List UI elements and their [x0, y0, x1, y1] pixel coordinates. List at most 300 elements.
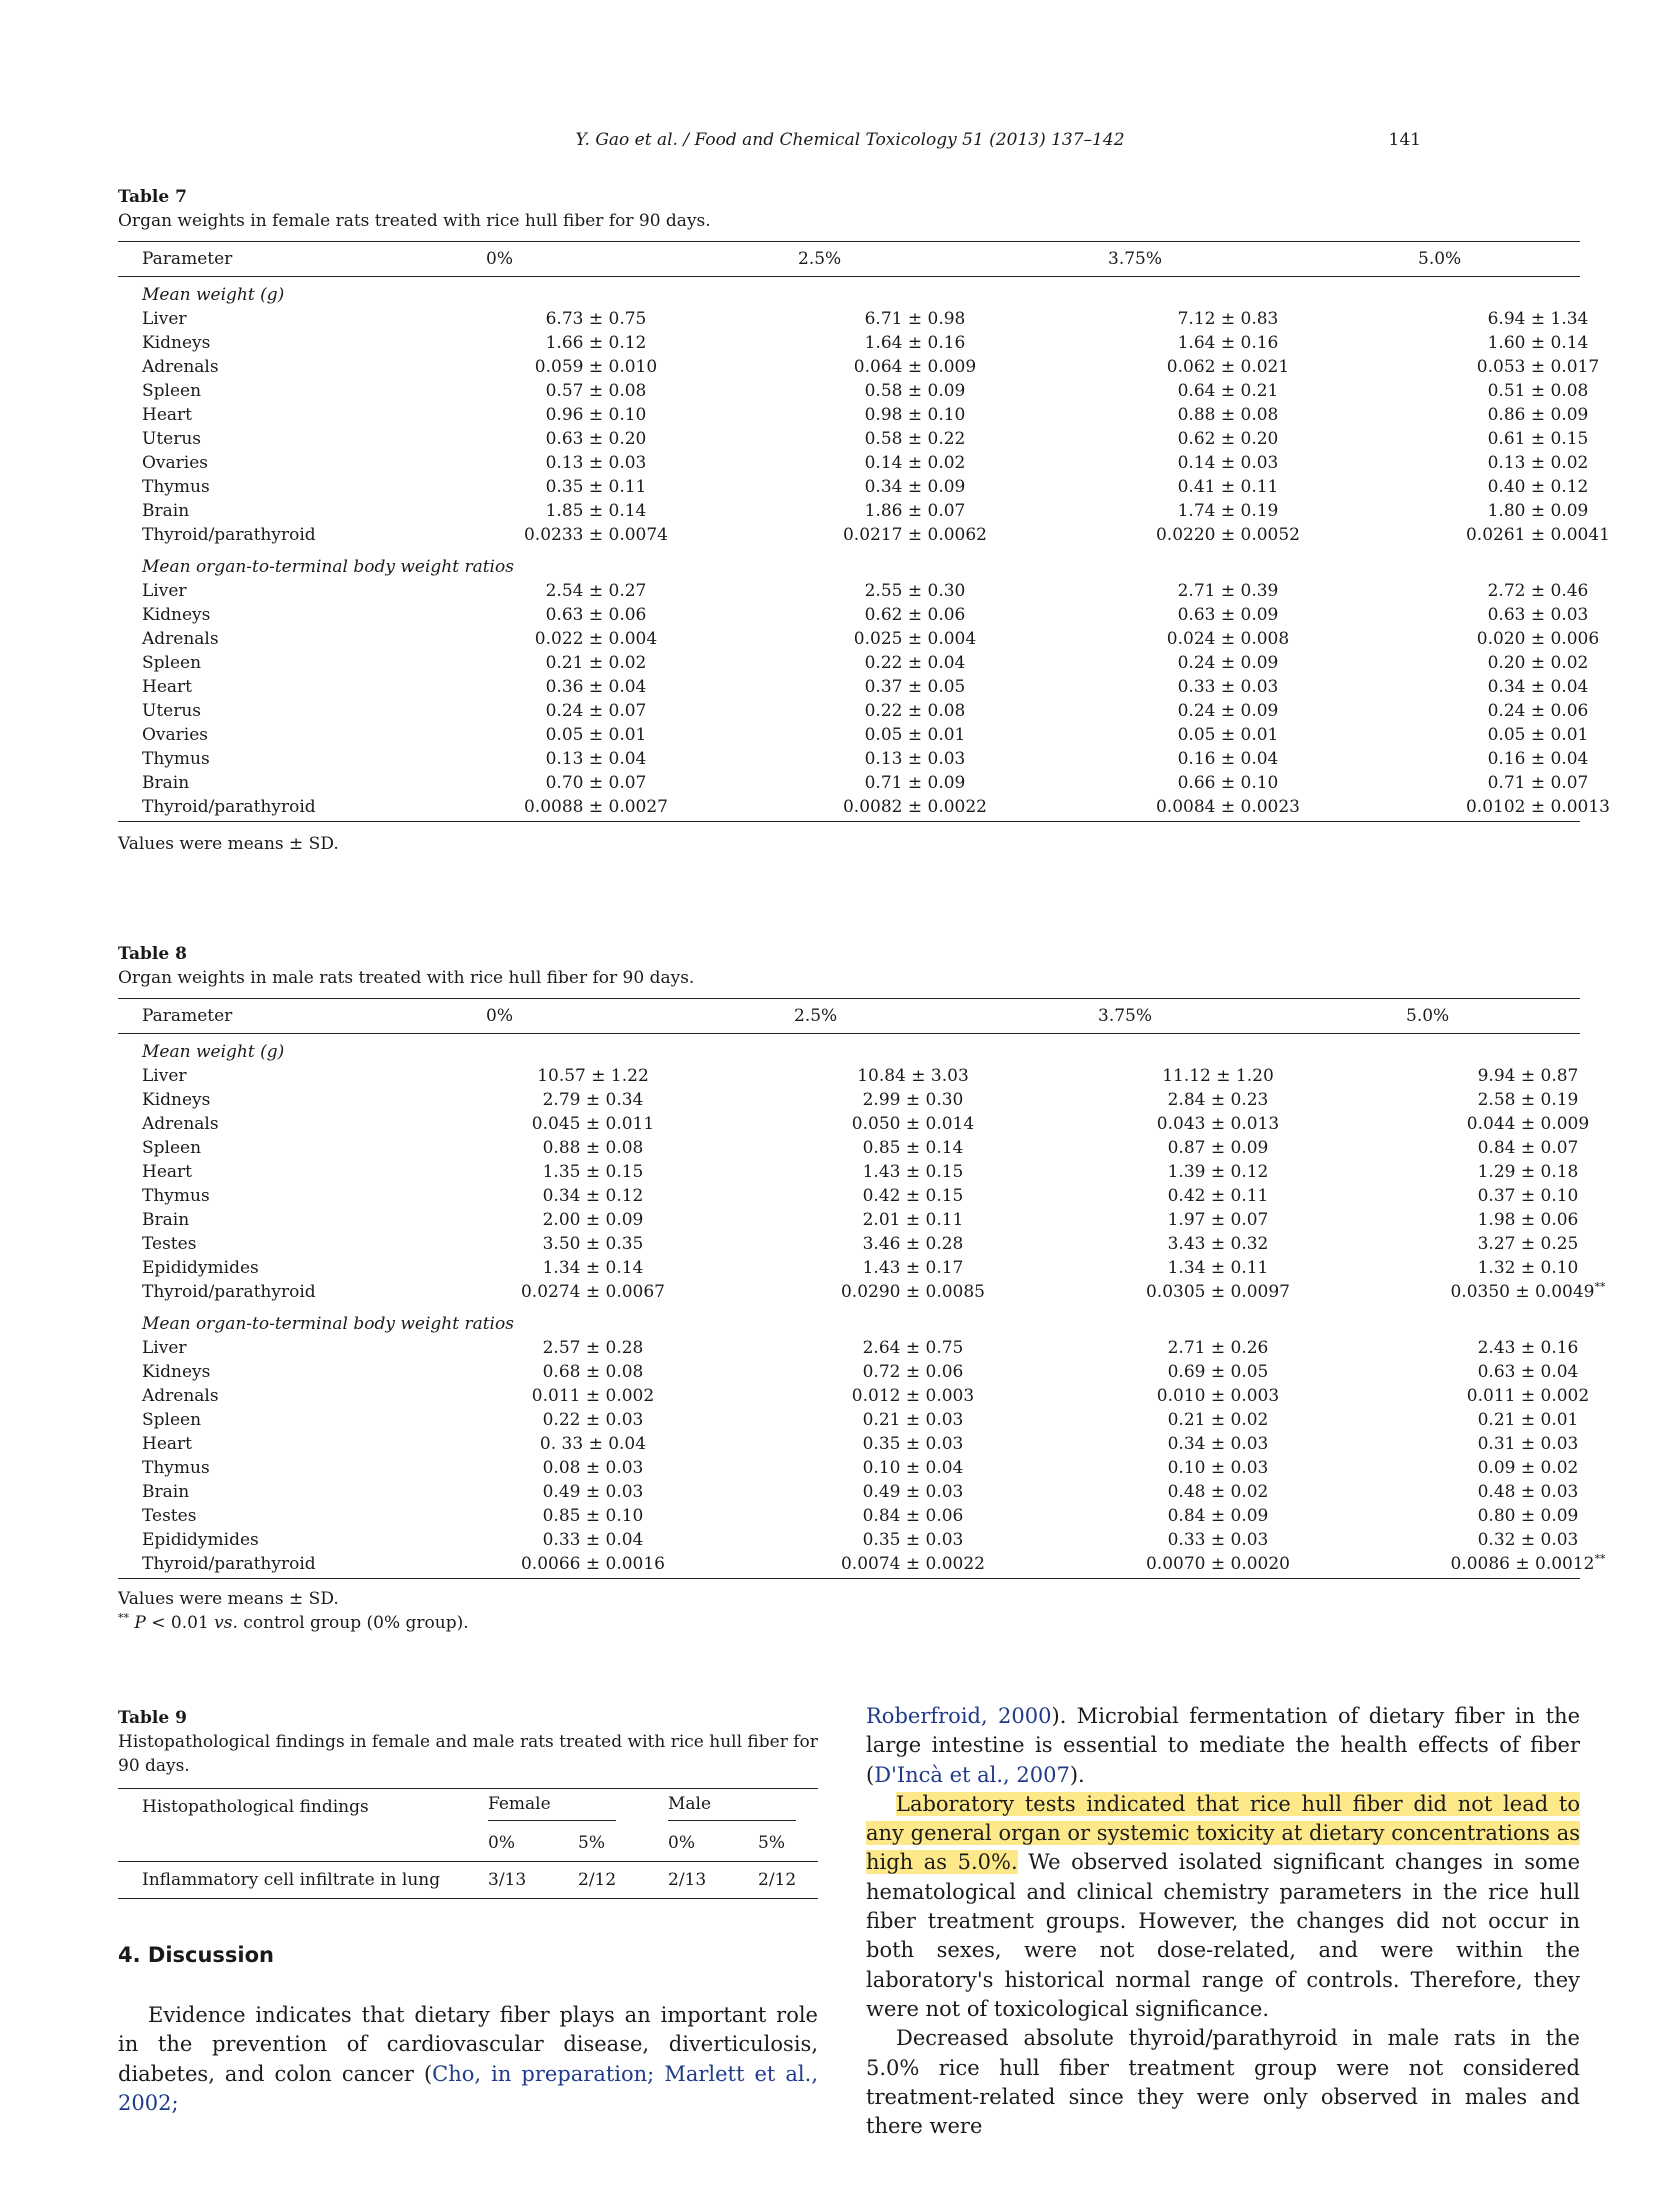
table-cell: 0.05 ± 0.01 [1487, 725, 1589, 745]
row-label: Epididymides [142, 1258, 259, 1278]
table-cell: 6.73 ± 0.75 [545, 309, 647, 329]
table-cell: 0.71 ± 0.09 [864, 773, 966, 793]
row-label: Spleen [142, 381, 202, 401]
table-row [118, 723, 1589, 747]
column-header: 0% [486, 1006, 513, 1026]
table-cell: 0.020 ± 0.006 [1476, 629, 1600, 649]
table-cell: 0.64 ± 0.21 [1177, 381, 1279, 401]
table-cell: 1.29 ± 0.18 [1477, 1162, 1579, 1182]
table-cell: 0.66 ± 0.10 [1177, 773, 1279, 793]
table-cell: 0.14 ± 0.02 [864, 453, 966, 473]
table-cell: 0.0088 ± 0.0027 [523, 797, 669, 817]
table-cell: 0.36 ± 0.04 [545, 677, 647, 697]
citation-link[interactable]: Roberfroid, 2000 [866, 1704, 1052, 1728]
table-row [118, 651, 1589, 675]
significance-marker: ** [118, 1611, 129, 1625]
table-cell: 0.012 ± 0.003 [851, 1386, 975, 1406]
body-text: Decreased absolute thyroid/parathyroid in male rats in the 5.0% rice hull fiber treatment group were not considered treatment-related since they were only observed in males and there were [866, 2026, 1580, 2139]
row-label: Heart [142, 677, 192, 697]
table-cell: 2.71 ± 0.39 [1177, 581, 1279, 601]
table-cell: 11.12 ± 1.20 [1162, 1066, 1274, 1086]
column-header: Parameter [142, 1006, 233, 1026]
table-cell: 0.33 ± 0.04 [542, 1530, 644, 1550]
table-cell: 6.71 ± 0.98 [864, 309, 966, 329]
table-row [118, 1184, 1580, 1208]
footnote-text: < 0.01 [145, 1613, 215, 1633]
table-cell: 0.57 ± 0.08 [545, 381, 647, 401]
body-text: ). [1069, 1762, 1085, 1787]
table-row [118, 331, 1589, 355]
body-text: Evidence indicates that dietary fiber plays an important role in the prevention of cardiovascular disease, diverticulosis, diabetes, and colon cancer ( [118, 2003, 818, 2086]
table-cell: 0.40 ± 0.12 [1487, 477, 1589, 497]
female-label: Female [488, 1793, 551, 1814]
row-label: Ovaries [142, 453, 209, 473]
table-cell: 6.94 ± 1.34 [1487, 309, 1589, 329]
table-cell: 0.0084 ± 0.0023 [1155, 797, 1301, 817]
table-cell: 0.13 ± 0.04 [545, 749, 647, 769]
table-cell: 0.33 ± 0.03 [1177, 677, 1279, 697]
table-cell: 0.68 ± 0.08 [542, 1362, 644, 1382]
table-cell: 3/13 [488, 1870, 527, 1890]
table-cell: 0.062 ± 0.021 [1166, 357, 1290, 377]
table-cell: 0.024 ± 0.008 [1166, 629, 1290, 649]
table-cell: 0.80 ± 0.09 [1477, 1506, 1579, 1526]
table-cell: 0.72 ± 0.06 [862, 1362, 964, 1382]
column-header: 2.5% [798, 249, 842, 269]
paragraph [866, 1702, 1580, 1790]
table-cell: 1.64 ± 0.16 [1177, 333, 1279, 353]
table-title: Table 9 [118, 1708, 187, 1728]
table-cell: 0.0350 ± 0.0049** [1450, 1280, 1606, 1302]
table-cell: 0.08 ± 0.03 [542, 1458, 644, 1478]
table-cell: 0.24 ± 0.09 [1177, 653, 1279, 673]
table-cell: 0.22 ± 0.04 [864, 653, 966, 673]
row-label: Thyroid/parathyroid [142, 1554, 316, 1574]
p-symbol: P [134, 1613, 146, 1633]
body-text: ). Microbial fermentation of dietary fiber in the large intestine is essential to mediate the health effects of fiber ( [866, 1704, 1580, 1787]
table-row [118, 1136, 1580, 1160]
table-cell: 0.050 ± 0.014 [851, 1114, 975, 1134]
row-label: Brain [142, 1482, 190, 1502]
table-cell: 0.0290 ± 0.0085 [840, 1282, 986, 1302]
row-label: Uterus [142, 429, 202, 449]
table-caption: Histopathological findings in female and male rats treated with rice hull fiber for 90 days. [118, 1732, 818, 1776]
table-cell: 2/13 [668, 1870, 707, 1890]
row-label: Testes [142, 1234, 197, 1254]
body-text: We observed isolated significant changes in some hematological and clinical chemistry parameters in the rice hull fiber treatment groups. However, the changes did not occur in both sexes, were not dose-related, and were within the laboratory's historical normal range of controls. Therefore, they were not of toxicological significance. [866, 1850, 1580, 2021]
table-footnote: Values were means ± SD. [118, 834, 339, 854]
finding-label: Inflammatory cell infiltrate in lung [142, 1870, 441, 1890]
table-cell: 0.053 ± 0.017 [1476, 357, 1600, 377]
table-cell: 2.84 ± 0.23 [1167, 1090, 1269, 1110]
dose-header: 5% [578, 1833, 605, 1853]
table-cell: 0.96 ± 0.10 [545, 405, 647, 425]
right-column-text [866, 1702, 1580, 2141]
table-row [118, 1456, 1580, 1480]
section-label: Mean weight (g) [142, 285, 285, 305]
table-cell: 0.69 ± 0.05 [1167, 1362, 1269, 1382]
table-cell: 0.88 ± 0.08 [542, 1138, 644, 1158]
table-row [118, 1504, 1580, 1528]
row-label: Thymus [142, 477, 210, 497]
table-cell: 0.86 ± 0.09 [1487, 405, 1589, 425]
table-header-row [118, 998, 1580, 1034]
page-number: 141 [1388, 130, 1421, 150]
table-row [118, 603, 1589, 627]
table-cell: 2.71 ± 0.26 [1167, 1338, 1269, 1358]
table-caption: Organ weights in female rats treated with rice hull fiber for 90 days. [118, 211, 711, 231]
table-row [118, 499, 1589, 523]
table-cell: 1.85 ± 0.14 [545, 501, 647, 521]
table-row [118, 699, 1589, 723]
table-row [118, 451, 1589, 475]
table-cell: 1.97 ± 0.07 [1167, 1210, 1269, 1230]
table-row [118, 1408, 1580, 1432]
table-row [118, 355, 1600, 379]
row-label: Kidneys [142, 333, 211, 353]
table-cell: 2.72 ± 0.46 [1487, 581, 1589, 601]
table-cell: 2/12 [758, 1870, 797, 1890]
row-label: Ovaries [142, 725, 209, 745]
table-row [118, 1360, 1580, 1384]
table-cell: 0.42 ± 0.15 [862, 1186, 964, 1206]
table-row [118, 1552, 1606, 1576]
table-cell: 2.55 ± 0.30 [864, 581, 966, 601]
row-label: Adrenals [142, 1386, 219, 1406]
table-cell: 0.33 ± 0.03 [1167, 1530, 1269, 1550]
table-row [118, 1432, 1580, 1456]
table-row [118, 1112, 1590, 1136]
table-cell: 0.0086 ± 0.0012** [1450, 1552, 1606, 1574]
table-cell: 0.0261 ± 0.0041 [1465, 525, 1611, 545]
table-cell: 0.0220 ± 0.0052 [1155, 525, 1301, 545]
table-cell: 0.043 ± 0.013 [1156, 1114, 1280, 1134]
table-cell: 0.10 ± 0.03 [1167, 1458, 1269, 1478]
table-cell: 3.43 ± 0.32 [1167, 1234, 1269, 1254]
table-row [118, 1862, 818, 1899]
table-cell: 0.58 ± 0.22 [864, 429, 966, 449]
footnote-text: control group (0% group). [237, 1613, 469, 1633]
row-label: Liver [142, 1338, 187, 1358]
table-cell: 0. 33 ± 0.04 [539, 1434, 647, 1454]
table-cell: 0.84 ± 0.09 [1167, 1506, 1269, 1526]
table-cell: 1.66 ± 0.12 [545, 333, 647, 353]
table-cell: 0.05 ± 0.01 [1177, 725, 1279, 745]
table-cell: 2.79 ± 0.34 [542, 1090, 644, 1110]
column-header: Histopathological findings [142, 1797, 369, 1817]
dose-header: 0% [488, 1833, 515, 1853]
table-cell: 2.57 ± 0.28 [542, 1338, 644, 1358]
table-cell: 0.064 ± 0.009 [853, 357, 977, 377]
table-cell: 2.64 ± 0.75 [862, 1338, 964, 1358]
table-cell: 0.87 ± 0.09 [1167, 1138, 1269, 1158]
table-cell: 0.63 ± 0.04 [1477, 1362, 1579, 1382]
dose-header: 5% [758, 1833, 785, 1853]
table-cell: 3.46 ± 0.28 [862, 1234, 964, 1254]
table-cell: 0.98 ± 0.10 [864, 405, 966, 425]
table-cell: 0.010 ± 0.003 [1156, 1386, 1280, 1406]
table-row [118, 1256, 1580, 1280]
row-label: Liver [142, 1066, 187, 1086]
table-cell: 1.64 ± 0.16 [864, 333, 966, 353]
section-label: Mean organ-to-terminal body weight ratios [142, 1314, 514, 1334]
row-label: Testes [142, 1506, 197, 1526]
table-cell: 3.50 ± 0.35 [542, 1234, 644, 1254]
row-label: Heart [142, 1434, 192, 1454]
table-footnote-significance [118, 1611, 1580, 1635]
table-cell: 0.011 ± 0.002 [531, 1386, 655, 1406]
table-7 [118, 185, 1611, 856]
table-cell: 2.58 ± 0.19 [1477, 1090, 1579, 1110]
row-label: Heart [142, 405, 192, 425]
table-row [118, 1208, 1580, 1232]
table-cell: 0.0074 ± 0.0022 [840, 1554, 986, 1574]
table-title: Table 7 [118, 187, 187, 207]
table-cell: 0.05 ± 0.01 [545, 725, 647, 745]
table-row [118, 1064, 1580, 1088]
table-cell: 0.41 ± 0.11 [1177, 477, 1279, 497]
row-label: Kidneys [142, 1090, 211, 1110]
table-row [118, 379, 1589, 403]
column-header: 5.0% [1418, 249, 1462, 269]
table-cell: 0.09 ± 0.02 [1477, 1458, 1579, 1478]
table-cell: 0.0305 ± 0.0097 [1145, 1282, 1291, 1302]
table-cell: 0.48 ± 0.03 [1477, 1482, 1579, 1502]
row-label: Brain [142, 501, 190, 521]
table-cell: 0.70 ± 0.07 [545, 773, 647, 793]
significance-marker: ** [1594, 1280, 1606, 1294]
column-header: 5.0% [1406, 1006, 1450, 1026]
table-cell: 10.84 ± 3.03 [857, 1066, 969, 1086]
table-cell: 2/12 [578, 1870, 617, 1890]
citation-link[interactable]: D'Incà et al., 2007 [874, 1762, 1070, 1787]
table-cell: 2.99 ± 0.30 [862, 1090, 964, 1110]
table-cell: 0.51 ± 0.08 [1487, 381, 1589, 401]
table-cell: 1.98 ± 0.06 [1477, 1210, 1579, 1230]
table-cell: 1.34 ± 0.11 [1167, 1258, 1269, 1278]
table-cell: 0.0233 ± 0.0074 [523, 525, 669, 545]
table-cell: 0.24 ± 0.06 [1487, 701, 1589, 721]
dose-header: 0% [668, 1833, 695, 1853]
table-cell: 0.48 ± 0.02 [1167, 1482, 1269, 1502]
row-label: Thyroid/parathyroid [142, 1282, 316, 1302]
table-cell: 0.61 ± 0.15 [1487, 429, 1589, 449]
table-cell: 0.85 ± 0.10 [542, 1506, 644, 1526]
table-cell: 0.21 ± 0.02 [545, 653, 647, 673]
table-cell: 0.14 ± 0.03 [1177, 453, 1279, 473]
highlighted-text: Laboratory tests indicated that rice hull fiber did not lead to any general organ or systemic toxicity at dietary concentrations as high as 5.0%. [866, 1791, 1580, 1875]
table-cell: 1.32 ± 0.10 [1477, 1258, 1579, 1278]
table-row [118, 1384, 1590, 1408]
table-cell: 0.63 ± 0.20 [545, 429, 647, 449]
table-cell: 0.13 ± 0.03 [545, 453, 647, 473]
table-cell: 0.21 ± 0.03 [862, 1410, 964, 1430]
table-row [118, 1528, 1580, 1552]
row-label: Spleen [142, 653, 202, 673]
table-cell: 0.0217 ± 0.0062 [842, 525, 988, 545]
column-header: Parameter [142, 249, 233, 269]
table-cell: 0.35 ± 0.03 [862, 1434, 964, 1454]
table-cell: 0.05 ± 0.01 [864, 725, 966, 745]
table-cell: 2.00 ± 0.09 [542, 1210, 644, 1230]
row-label: Thyroid/parathyroid [142, 525, 316, 545]
table-cell: 0.10 ± 0.04 [862, 1458, 964, 1478]
table-row [118, 747, 1589, 771]
table-cell: 0.13 ± 0.02 [1487, 453, 1589, 473]
table-cell: 7.12 ± 0.83 [1177, 309, 1279, 329]
table-row [118, 579, 1589, 603]
table-row [118, 1088, 1580, 1112]
table-cell: 0.32 ± 0.03 [1477, 1530, 1579, 1550]
table-cell: 0.34 ± 0.04 [1487, 677, 1589, 697]
row-label: Thyroid/parathyroid [142, 797, 316, 817]
table-cell: 0.34 ± 0.03 [1167, 1434, 1269, 1454]
table-footnote: Values were means ± SD. [118, 1589, 339, 1609]
table-cell: 0.84 ± 0.06 [862, 1506, 964, 1526]
table-cell: 0.63 ± 0.06 [545, 605, 647, 625]
section-heading: 4. Discussion [118, 1943, 275, 1967]
table-cell: 0.13 ± 0.03 [864, 749, 966, 769]
table-cell: 0.85 ± 0.14 [862, 1138, 964, 1158]
table-cell: 2.54 ± 0.27 [545, 581, 647, 601]
table-cell: 0.011 ± 0.002 [1466, 1386, 1590, 1406]
section-label: Mean weight (g) [142, 1042, 285, 1062]
table-cell: 0.0070 ± 0.0020 [1145, 1554, 1291, 1574]
table-row [118, 795, 1611, 819]
table-cell: 0.35 ± 0.11 [545, 477, 647, 497]
row-label: Thymus [142, 1186, 210, 1206]
table-cell: 1.86 ± 0.07 [864, 501, 966, 521]
significance-marker: ** [1594, 1552, 1606, 1566]
table-cell: 10.57 ± 1.22 [537, 1066, 649, 1086]
table-cell: 0.24 ± 0.09 [1177, 701, 1279, 721]
table-row [118, 1160, 1580, 1184]
table-cell: 0.0274 ± 0.0067 [520, 1282, 666, 1302]
table-row [118, 475, 1589, 499]
table-cell: 0.21 ± 0.01 [1477, 1410, 1579, 1430]
table-cell: 1.39 ± 0.12 [1167, 1162, 1269, 1182]
table-9-grid [118, 1788, 818, 1899]
table-caption: Organ weights in male rats treated with rice hull fiber for 90 days. [118, 968, 695, 988]
table-row [118, 1336, 1580, 1360]
table-cell: 0.63 ± 0.03 [1487, 605, 1589, 625]
table-cell: 0.31 ± 0.03 [1477, 1434, 1579, 1454]
table-cell: 1.34 ± 0.14 [542, 1258, 644, 1278]
table-cell: 0.025 ± 0.004 [853, 629, 977, 649]
column-header-male [668, 1789, 818, 1826]
table-cell: 0.0082 ± 0.0022 [842, 797, 988, 817]
table-cell: 0.24 ± 0.07 [545, 701, 647, 721]
table-cell: 0.49 ± 0.03 [542, 1482, 644, 1502]
row-label: Liver [142, 309, 187, 329]
row-label: Epididymides [142, 1530, 259, 1550]
table-cell: 0.49 ± 0.03 [862, 1482, 964, 1502]
column-header: 2.5% [794, 1006, 838, 1026]
row-label: Brain [142, 1210, 190, 1230]
table-cell: 0.34 ± 0.12 [542, 1186, 644, 1206]
table-title: Table 8 [118, 944, 187, 964]
row-label: Heart [142, 1162, 192, 1182]
running-head [0, 130, 1653, 154]
row-label: Kidneys [142, 1362, 211, 1382]
table-8 [118, 942, 1606, 1635]
table-cell: 0.0066 ± 0.0016 [520, 1554, 666, 1574]
table-row [118, 307, 1589, 331]
row-label: Thymus [142, 749, 210, 769]
table-cell: 2.01 ± 0.11 [862, 1210, 964, 1230]
table-cell: 0.22 ± 0.08 [864, 701, 966, 721]
table-cell: 0.88 ± 0.08 [1177, 405, 1279, 425]
table-cell: 1.35 ± 0.15 [542, 1162, 644, 1182]
column-header: 3.75% [1108, 249, 1163, 269]
table-cell: 0.16 ± 0.04 [1177, 749, 1279, 769]
table-cell: 0.34 ± 0.09 [864, 477, 966, 497]
table-row [118, 523, 1611, 547]
paragraph [866, 2024, 1580, 2141]
table-9 [118, 1706, 818, 2118]
table-cell: 2.43 ± 0.16 [1477, 1338, 1579, 1358]
table-cell: 1.60 ± 0.14 [1487, 333, 1589, 353]
table-cell: 0.35 ± 0.03 [862, 1530, 964, 1550]
row-label: Adrenals [142, 629, 219, 649]
table-cell: 1.43 ± 0.15 [862, 1162, 964, 1182]
table-cell: 0.16 ± 0.04 [1487, 749, 1589, 769]
row-label: Thymus [142, 1458, 210, 1478]
row-label: Brain [142, 773, 190, 793]
table-cell: 0.044 ± 0.009 [1466, 1114, 1590, 1134]
journal-citation: Y. Gao et al. / Food and Chemical Toxicology 51 (2013) 137–142 [575, 130, 1125, 150]
table-cell: 0.42 ± 0.11 [1167, 1186, 1269, 1206]
row-label: Liver [142, 581, 187, 601]
table-row [118, 1280, 1606, 1304]
table-row [118, 427, 1589, 451]
table-cell: 9.94 ± 0.87 [1477, 1066, 1579, 1086]
table-row [118, 771, 1589, 795]
table-cell: 0.37 ± 0.10 [1477, 1186, 1579, 1206]
table-cell: 1.74 ± 0.19 [1177, 501, 1279, 521]
table-row [118, 403, 1589, 427]
column-header: 0% [486, 249, 513, 269]
table-cell: 0.022 ± 0.004 [534, 629, 658, 649]
table-cell: 1.43 ± 0.17 [862, 1258, 964, 1278]
column-header-female [488, 1789, 668, 1826]
table-cell: 0.62 ± 0.06 [864, 605, 966, 625]
table-row [118, 675, 1589, 699]
section-label: Mean organ-to-terminal body weight ratios [142, 557, 514, 577]
table-cell: 0.63 ± 0.09 [1177, 605, 1279, 625]
table-cell: 0.37 ± 0.05 [864, 677, 966, 697]
row-label: Adrenals [142, 357, 219, 377]
table-cell: 0.58 ± 0.09 [864, 381, 966, 401]
column-header: 3.75% [1098, 1006, 1153, 1026]
table-row [118, 1480, 1580, 1504]
table-cell: 3.27 ± 0.25 [1477, 1234, 1579, 1254]
table-cell: 0.21 ± 0.02 [1167, 1410, 1269, 1430]
table-cell: 0.20 ± 0.02 [1487, 653, 1589, 673]
table-cell: 0.71 ± 0.07 [1487, 773, 1589, 793]
paragraph [866, 1790, 1580, 2024]
male-label: Male [668, 1793, 712, 1814]
table-row [118, 627, 1600, 651]
table-body [118, 277, 1611, 822]
table-cell: 0.22 ± 0.03 [542, 1410, 644, 1430]
row-label: Spleen [142, 1138, 202, 1158]
table-cell: 0.059 ± 0.010 [534, 357, 658, 377]
citation-link[interactable]: Cho, in preparation; Marlett et al., 2002; [118, 2061, 818, 2115]
discussion-paragraph [118, 2001, 818, 2118]
table-cell: 0.62 ± 0.20 [1177, 429, 1279, 449]
row-label: Uterus [142, 701, 202, 721]
